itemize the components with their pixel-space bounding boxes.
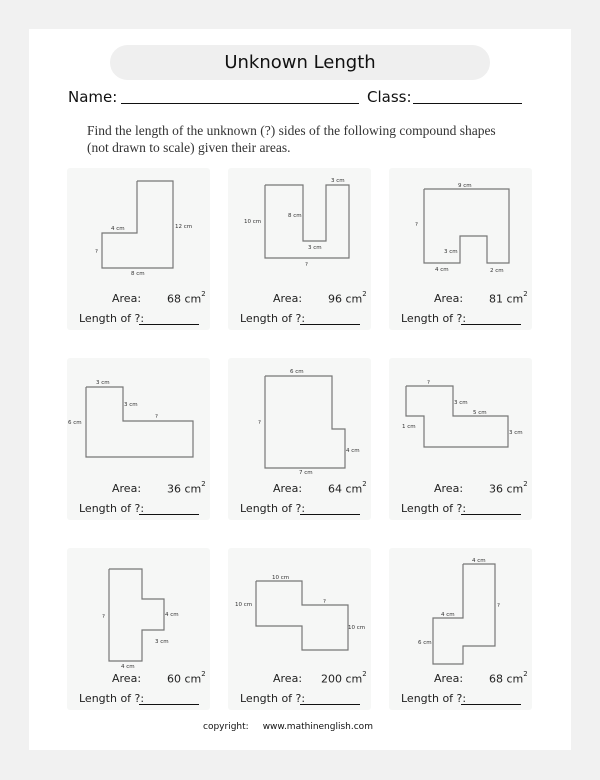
area-label: Area: bbox=[273, 482, 303, 495]
length-label: Length of ?: bbox=[79, 502, 145, 515]
problem-card-5 bbox=[228, 358, 371, 520]
area-row bbox=[67, 290, 210, 308]
shape-diagram bbox=[228, 358, 371, 480]
answer-blank[interactable] bbox=[461, 514, 521, 515]
svg-text:?: ? bbox=[427, 380, 430, 386]
svg-text:9 cm: 9 cm bbox=[458, 183, 472, 189]
svg-text:4 cm: 4 cm bbox=[346, 448, 360, 454]
answer-blank[interactable] bbox=[300, 514, 360, 515]
svg-text:3 cm: 3 cm bbox=[331, 178, 345, 184]
area-row bbox=[228, 670, 371, 688]
svg-text:12 cm: 12 cm bbox=[175, 224, 193, 230]
area-value: 36 $cm^2$ bbox=[167, 480, 206, 496]
svg-text:5 cm: 5 cm bbox=[473, 410, 487, 416]
length-answer-row bbox=[228, 312, 371, 328]
area-value: 68 $cm^2$ bbox=[489, 670, 528, 686]
problem-card-6 bbox=[389, 358, 532, 520]
class-blank[interactable] bbox=[413, 103, 522, 104]
length-label: Length of ?: bbox=[240, 502, 306, 515]
shape-diagram bbox=[228, 168, 371, 290]
shape-diagram bbox=[389, 168, 532, 290]
shape-diagram bbox=[67, 548, 210, 670]
name-class-row bbox=[68, 88, 528, 110]
svg-text:3 cm: 3 cm bbox=[124, 402, 138, 408]
class-label: Class: bbox=[367, 88, 412, 106]
area-label: Area: bbox=[112, 292, 142, 305]
svg-text:3 cm: 3 cm bbox=[96, 380, 110, 386]
svg-text:10 cm: 10 cm bbox=[235, 602, 253, 608]
answer-blank[interactable] bbox=[461, 324, 521, 325]
area-row bbox=[228, 290, 371, 308]
area-label: Area: bbox=[434, 482, 464, 495]
area-value: 68 $cm^2$ bbox=[167, 290, 206, 306]
svg-text:6 cm: 6 cm bbox=[68, 420, 82, 426]
svg-text:3 cm: 3 cm bbox=[155, 639, 169, 645]
svg-text:?: ? bbox=[323, 599, 326, 605]
svg-text:10 cm: 10 cm bbox=[244, 219, 262, 225]
svg-text:8 cm: 8 cm bbox=[131, 271, 145, 277]
area-value: 60 $cm^2$ bbox=[167, 670, 206, 686]
length-answer-row bbox=[389, 692, 532, 708]
svg-text:3 cm: 3 cm bbox=[444, 249, 458, 255]
problem-card-2 bbox=[228, 168, 371, 330]
shape-diagram bbox=[67, 358, 210, 480]
svg-text:?: ? bbox=[415, 222, 418, 228]
name-blank[interactable] bbox=[121, 103, 359, 104]
area-row bbox=[389, 480, 532, 498]
length-label: Length of ?: bbox=[240, 312, 306, 325]
area-label: Area: bbox=[434, 672, 464, 685]
svg-text:10 cm: 10 cm bbox=[348, 625, 366, 631]
area-value: 200 $cm^2$ bbox=[321, 670, 367, 686]
length-answer-row bbox=[67, 502, 210, 518]
site-url: www.mathinenglish.com bbox=[262, 722, 373, 732]
svg-text:?: ? bbox=[102, 614, 105, 620]
problem-card-9 bbox=[389, 548, 532, 710]
area-value: 81 $cm^2$ bbox=[489, 290, 528, 306]
area-row bbox=[389, 670, 532, 688]
shape-diagram bbox=[67, 168, 210, 290]
area-value: 36 $cm^2$ bbox=[489, 480, 528, 496]
problem-card-4 bbox=[67, 358, 210, 520]
instructions-line-2: (not drawn to scale) given their areas. bbox=[87, 140, 291, 155]
svg-text:8 cm: 8 cm bbox=[288, 213, 302, 219]
svg-text:?: ? bbox=[305, 262, 308, 268]
area-row bbox=[67, 480, 210, 498]
length-label: Length of ?: bbox=[401, 502, 467, 515]
svg-text:4 cm: 4 cm bbox=[472, 558, 486, 564]
problem-card-7 bbox=[67, 548, 210, 710]
area-label: Area: bbox=[112, 672, 142, 685]
svg-text:2 cm: 2 cm bbox=[490, 268, 504, 274]
length-label: Length of ?: bbox=[401, 312, 467, 325]
answer-blank[interactable] bbox=[139, 704, 199, 705]
svg-text:?: ? bbox=[258, 420, 261, 426]
length-answer-row bbox=[67, 692, 210, 708]
svg-text:4 cm: 4 cm bbox=[435, 267, 449, 273]
area-row bbox=[67, 670, 210, 688]
answer-blank[interactable] bbox=[300, 704, 360, 705]
answer-blank[interactable] bbox=[139, 324, 199, 325]
length-label: Length of ?: bbox=[79, 312, 145, 325]
answer-blank[interactable] bbox=[139, 514, 199, 515]
answer-blank[interactable] bbox=[461, 704, 521, 705]
shape-diagram bbox=[389, 358, 532, 480]
instructions-line-1: Find the length of the unknown (?) sides of the following compound shapes bbox=[87, 123, 496, 138]
answer-blank[interactable] bbox=[300, 324, 360, 325]
area-row bbox=[389, 290, 532, 308]
svg-text:7 cm: 7 cm bbox=[299, 470, 313, 476]
svg-text:?: ? bbox=[95, 249, 98, 255]
svg-text:4 cm: 4 cm bbox=[111, 226, 125, 232]
length-answer-row bbox=[228, 502, 371, 518]
copyright-label: copyright: bbox=[203, 722, 249, 732]
shape-diagram bbox=[389, 548, 532, 670]
svg-text:6 cm: 6 cm bbox=[418, 640, 432, 646]
problem-card-3 bbox=[389, 168, 532, 330]
worksheet-title: Unknown Length bbox=[110, 45, 490, 80]
length-answer-row bbox=[228, 692, 371, 708]
area-label: Area: bbox=[273, 672, 303, 685]
copyright-footer bbox=[203, 722, 373, 732]
length-answer-row bbox=[67, 312, 210, 328]
svg-text:3 cm: 3 cm bbox=[509, 430, 523, 436]
instructions bbox=[87, 122, 527, 156]
area-value: 64 $cm^2$ bbox=[328, 480, 367, 496]
area-label: Area: bbox=[112, 482, 142, 495]
svg-text:3 cm: 3 cm bbox=[308, 245, 322, 251]
problem-card-8 bbox=[228, 548, 371, 710]
shape-diagram bbox=[228, 548, 371, 670]
svg-text:6 cm: 6 cm bbox=[290, 369, 304, 375]
svg-text:1 cm: 1 cm bbox=[402, 424, 416, 430]
length-label: Length of ?: bbox=[240, 692, 306, 705]
area-row bbox=[228, 480, 371, 498]
length-answer-row bbox=[389, 502, 532, 518]
length-label: Length of ?: bbox=[79, 692, 145, 705]
length-answer-row bbox=[389, 312, 532, 328]
svg-text:4 cm: 4 cm bbox=[165, 612, 179, 618]
name-label: Name: bbox=[68, 88, 118, 106]
area-label: Area: bbox=[434, 292, 464, 305]
area-value: 96 $cm^2$ bbox=[328, 290, 367, 306]
svg-text:?: ? bbox=[155, 414, 158, 420]
problem-card-1 bbox=[67, 168, 210, 330]
svg-text:4 cm: 4 cm bbox=[121, 664, 135, 670]
svg-text:?: ? bbox=[497, 603, 500, 609]
svg-text:3 cm: 3 cm bbox=[454, 400, 468, 406]
svg-text:4 cm: 4 cm bbox=[441, 612, 455, 618]
length-label: Length of ?: bbox=[401, 692, 467, 705]
area-label: Area: bbox=[273, 292, 303, 305]
svg-text:10 cm: 10 cm bbox=[272, 575, 290, 581]
